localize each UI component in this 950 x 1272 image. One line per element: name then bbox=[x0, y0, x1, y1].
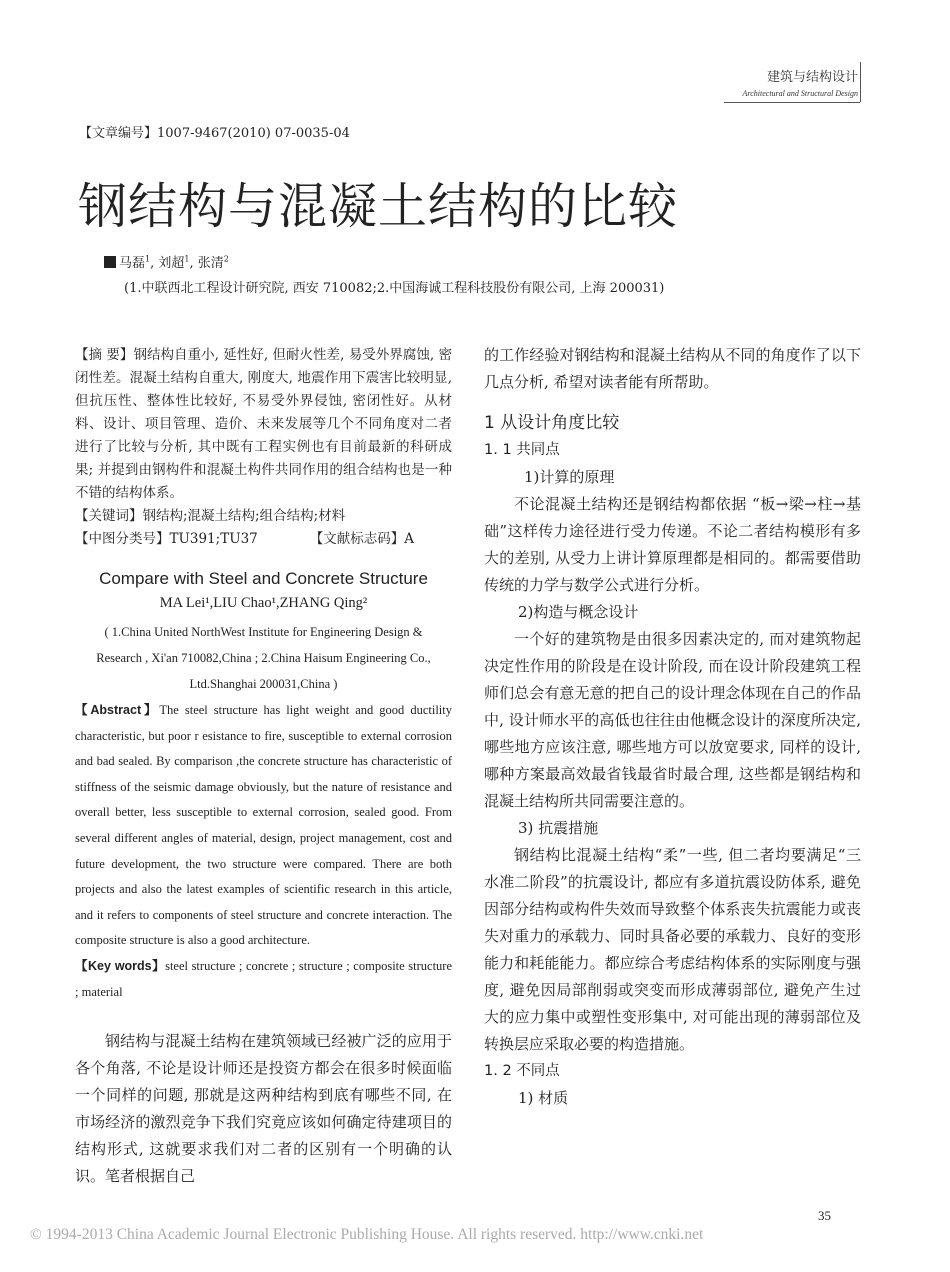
left-column bbox=[75, 344, 452, 551]
affiliation: (1.中联西北工程设计研究院, 西安 710082;2.中国海诚工程科技股份有限公司, 上海 200031) bbox=[124, 281, 665, 296]
item-4-heading: 1) 材质 bbox=[518, 1089, 569, 1107]
keywords-text: steel structure ; concrete ; structure ; composite structure ; material bbox=[75, 958, 453, 999]
author-3-sup: 2 bbox=[223, 254, 229, 264]
english-affil-3: Ltd.Shanghai 200031,China ) bbox=[189, 677, 338, 691]
intro-continued: 的工作经验对钢结构和混凝土结构从不同的角度作了以下几点分析, 希望对读者能有所帮助。 bbox=[484, 346, 861, 391]
abstract-text: The steel structure has light weight and good ductility characteristic, but poor r esistance to fire, susceptible to external corrosion and bad sealed. By comparison ,the concrete structure has characteristic of stiffness of the seismic damage obviously, but the nature of resistance and overall better, less susceptible to external corrosion, sealed good. From several different angles of material, design, project management, cost and future development, the two structure were compared. There are both projects and also the latest examples of scientific research in this article, and it refers to components of steel structure and concrete interaction. The composite structure is also a good architecture. bbox=[75, 703, 452, 948]
author-3: 张清 bbox=[197, 256, 224, 271]
section-1-1-heading: 1. 1 共同点 bbox=[484, 442, 560, 458]
header-horizontal-rule bbox=[724, 102, 860, 103]
english-affil-1: ( 1.China United NorthWest Institute for Engineering Design & bbox=[104, 625, 423, 639]
item-3-heading: 3) 抗震措施 bbox=[518, 819, 599, 837]
english-title: Compare with Steel and Concrete Structure bbox=[99, 569, 428, 588]
item-1-heading: 1)计算的原理 bbox=[524, 468, 615, 486]
english-abstract bbox=[75, 698, 452, 954]
item-2-heading: 2)构造与概念设计 bbox=[518, 603, 639, 621]
section-1-heading: 1 从设计角度比较 bbox=[484, 413, 620, 433]
abstract-cn: 【摘 要】钢结构自重小, 延性好, 但耐火性差, 易受外界腐蚀, 密闭性差。混凝土结构自重大, 刚度大, 地震作用下震害比较明显, 但抗压性、整体性比较好, 不易受外界侵蚀, 密闭性好。从材料、设计、项目管理、造价、未来发展等几个不同角度对二者进行了比较与分析, 其中既有工程实例也有目前最新的科研成果; 并提到由钢构件和混凝土构件共同作用的组合结构也是一种不错的结构体系。 bbox=[75, 347, 452, 501]
english-abstract-block bbox=[75, 698, 452, 1005]
keywords-label: 【Key words】 bbox=[75, 958, 166, 973]
intro-paragraph: 钢结构与混凝土结构在建筑领域已经被广泛的应用于各个角落, 不论是设计师还是投资方都会在很多时候面临一个同样的问题, 那就是这两种结构到底有哪些不同, 在市场经济的激烈竞争下我们究竟应该如何确定待建项目的结构形式, 这就要求我们对二者的区别有一个明确的认识。笔者根据自己 bbox=[75, 1032, 452, 1185]
author-line: 马磊$^1$, 刘超$^1$, 张清$^2$ bbox=[104, 252, 229, 271]
author-2: 刘超 bbox=[158, 256, 185, 271]
section-1-2-heading: 1. 2 不同点 bbox=[484, 1063, 560, 1079]
author-1: 马磊 bbox=[119, 256, 146, 271]
author-1-sup: 1 bbox=[145, 254, 151, 264]
abstract-label: 【Abstract】 bbox=[75, 703, 160, 717]
header-vertical-rule bbox=[860, 62, 861, 102]
page-number: 35 bbox=[818, 1208, 831, 1223]
english-affil-2: Research , Xi'an 710082,China ; 2.China Haisum Engineering Co., bbox=[96, 651, 431, 665]
intro-block bbox=[75, 1028, 452, 1190]
english-keywords bbox=[75, 954, 452, 1005]
page-title: 钢结构与混凝土结构的比较 bbox=[78, 178, 679, 235]
copyright-footer: © 1994-2013 China Academic Journal Electronic Publishing House. All rights reserved. http://www.cnki.net bbox=[30, 1226, 704, 1243]
article-number: 【文章编号】1007-9467(2010) 07-0035-04 bbox=[79, 126, 350, 141]
author-2-sup: 1 bbox=[184, 254, 190, 264]
paragraph-3: 钢结构比混凝土结构“柔”一些, 但二者均要满足“三水准二阶段”的抗震设计, 都应有多道抗震设防体系, 避免因部分结构或构件失效而导致整个体系丧失抗震能力或丧失对重力的承载力、同时具备必要的承载力、良好的变形能力和耗能能力。都应综合考虑结构体系的实际刚度与强度, 避免因局部削弱或突变而形成薄弱部位, 避免产生过大的应力集中或塑性变形集中, 对可能出现的薄弱部位及转换层应采取必要的构造措施。 bbox=[484, 846, 861, 1053]
classification-line bbox=[75, 528, 452, 551]
journal-name-cn: 建筑与结构设计 bbox=[766, 70, 858, 85]
right-column bbox=[484, 342, 861, 1112]
paragraph-2: 一个好的建筑物是由很多因素决定的, 而对建筑物起决定性作用的阶段是在设计阶段, 而在设计阶段建筑工程师们总会有意无意的把自己的设计理念体现在自己的作品中, 设计师水平的高低也往往由他概念设计的深度所决定, 哪些地方应该注意, 哪些地方可以放宽要求, 同样的设计, 哪种方案最高效最省钱最省时最合理, 这些都是钢结构和混凝土结构所共同需要注意的。 bbox=[484, 630, 861, 810]
journal-name-en: Architectural and Structural Design bbox=[742, 89, 858, 98]
english-authors: MA Lei¹,LIU Chao¹,ZHANG Qing² bbox=[159, 595, 368, 611]
classification: 【中图分类号】TU391;TU37 bbox=[75, 531, 258, 547]
keywords-cn: 【关键词】钢结构;混凝土结构;组合结构;材料 bbox=[75, 508, 346, 524]
doc-code: 【文献标志码】A bbox=[309, 531, 415, 547]
bullet-square-icon bbox=[104, 256, 116, 268]
paragraph-1: 不论混凝土结构还是钢结构都依据 “板→梁→柱→基础”这样传力途径进行受力传递。不论二者结构模形有多大的差别, 从受力上讲计算原理都是相同的。都需要借助传统的力学与数学公式进行分析。 bbox=[484, 495, 861, 594]
